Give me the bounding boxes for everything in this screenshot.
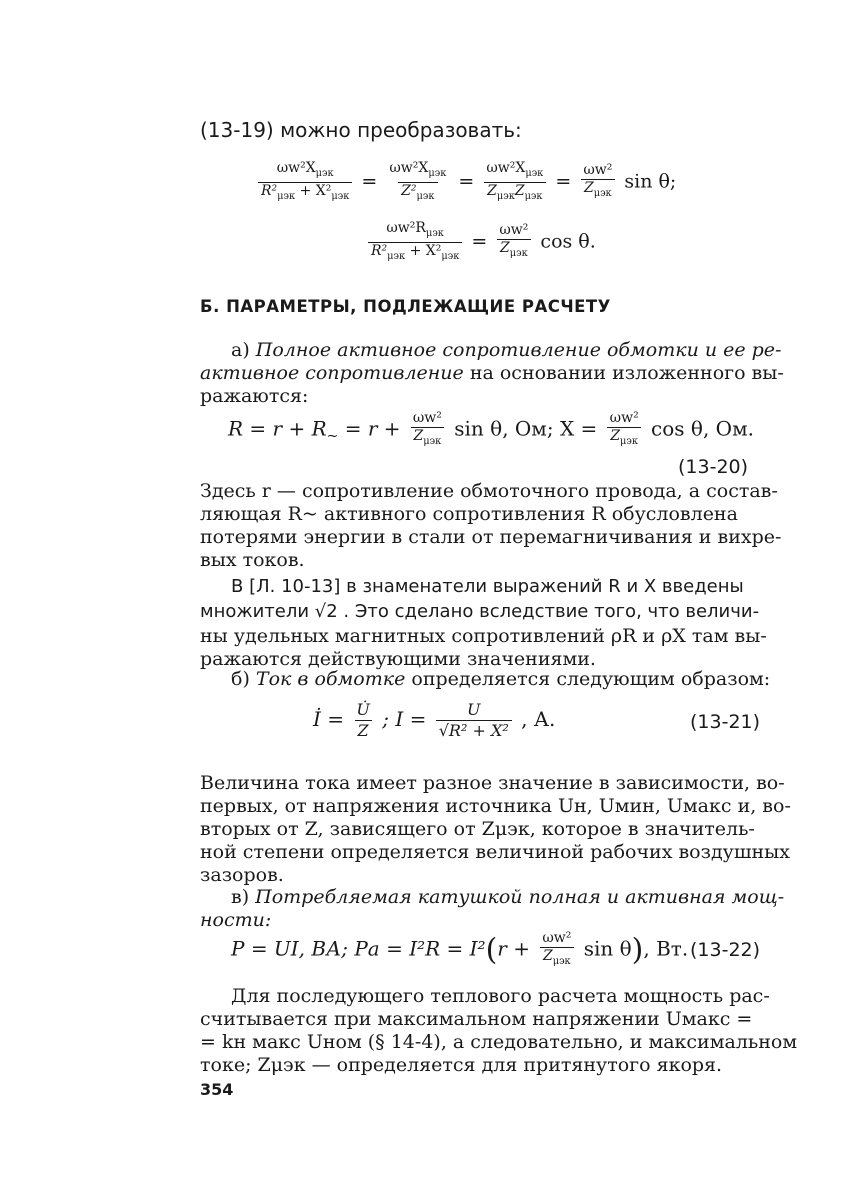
para-current-line: зазоров. [200,864,284,886]
equation-13-22: P = UI, ВА; Pа = I²R = I²(r + $\frac{\text{ωw²}}{Z_{\mu эк}}$ sin θ), Вт. [231,930,688,970]
para-ref-line: множители √2 . Это сделано вследствие того, что величи- [200,601,760,622]
para-last-line: токе; Zμэк — определяется для притянутого якоря. [200,1054,723,1076]
para-last-line: Для последующего теплового расчета мощность рас- [231,985,770,1007]
page-number: 354 [200,1080,234,1099]
para-ref-line: В [Л. 10-13] в знаменатели выражений R и X введены [231,576,744,597]
fraction: $\frac{\text{ωw²}}{Z_{\mu эк}}$ [580,162,615,202]
fraction: $\frac{\omega w^2X_{\mu эк}}{R^2_{\mu эк} + X^2_{\mu эк}}$ [258,160,352,205]
para-here-line: вых токов. [200,549,305,571]
para-current-line: ной степени определяется величиной рабочих воздушных [200,841,791,863]
equation-13-20: $R = r + R_\sim = r$ + $\frac{\text{ωw²}}{Z_{\mu эк}}$ sin θ, Ом; X = $\frac{\text{ωw²}}{Z_{\mu эк}}$ cos θ, Ом. [228,410,754,450]
fraction: $\frac{\text{ωw²}}{Z_{\mu эк}}$ [410,410,445,450]
fraction: $\frac{\omega w^2R_{\mu эк}}{R^2_{\mu эк} + X^2_{\mu эк}}$ [368,220,462,265]
para-b-line: б) Ток в обмотке определяется следующим образом: [231,668,771,690]
fraction: $\frac{U̇}{Z}$ [356,700,370,740]
equation-number: (13-20) [678,456,749,478]
fraction: $\frac{\text{ωw²}}{Z_{\mu эк}}$ [607,410,642,450]
para-last-line: = kн макс Uном (§ 14-4), а следовательно, и максимальном [200,1031,798,1053]
para-a-line2: активное сопротивление на основании изложенного вы- [200,362,784,384]
equation-13-19-second: $\frac{\omega w^2R_{\mu эк}}{R^2_{\mu эк} + X^2_{\mu эк}}$ = $\frac{\text{ωw²}}{Z_{\mu эк}}$ cos θ. [365,220,596,265]
para-a-line1: а) Полное активное сопротивление обмотки и ее ре- [231,339,782,361]
fraction: $\frac{\omega w^2X_{\mu эк}}{Z^2_{\mu эк}}$ [386,160,449,205]
para-here-line: ляющая R~ активного сопротивления R обусловлена [200,503,738,525]
para-current-line: вторых от Z, зависящего от Zμэк, которое в значитель- [200,818,755,840]
section-heading: Б. ПАРАМЕТРЫ, ПОДЛЕЖАЩИЕ РАСЧЕТУ [200,297,611,316]
para-ref-line: ражаются действующими значениями. [200,648,596,670]
fraction: $\frac{U}{\text{√R² + X²}}$ [436,700,512,741]
fraction: $\frac{\text{ωw²}}{Z_{\mu эк}}$ [496,222,531,262]
equation-number: (13-21) [690,711,761,733]
para-c-line1: в) Потребляемая катушкой полная и активная мощ- [231,886,785,908]
equation-13-19-first: $\frac{\omega w^2X_{\mu эк}}{R^2_{\mu эк} + X^2_{\mu эк}}$ = $\frac{\omega w^2X_{\mu эк}}{Z^2_{\mu эк}}$ = $\frac{\omega w^2X_{\mu эк}}{Z_{\mu эк}Z_{\mu эк}}$ = $\frac{\text{ωw²}}{Z_{\mu эк}}$ sin θ; [255,160,676,205]
para-current-line: первых, от напряжения источника Uн, Uмин, Uмакс и, во- [200,795,791,817]
para-a-line3: ражаются: [200,385,309,407]
equation-number: (13-22) [690,939,761,961]
para-here-line: потерями энергии в стали от перемагничивания и вихре- [200,526,782,548]
intro-line: (13-19) можно преобразовать: [200,118,522,142]
fraction: $\frac{\omega w^2X_{\mu эк}}{Z_{\mu эк}Z_{\mu эк}}$ [483,160,546,205]
para-last-line: считывается при максимальном напряжении Uмакс = [200,1008,753,1030]
equation-13-21: İ = $\frac{U̇}{Z}$ ; I = $\frac{U}{\text{√R² + X²}}$ , А. [313,700,556,740]
para-c-line2: ности: [200,909,272,931]
fraction: $\frac{\text{ωw²}}{Z_{\mu эк}}$ [539,930,574,970]
para-current-line: Величина тока имеет разное значение в зависимости, во- [200,772,785,794]
para-here-line: Здесь r — сопротивление обмоточного провода, а состав- [200,480,778,502]
para-ref-line: ны удельных магнитных сопротивлений ρR и ρX там вы- [200,625,767,647]
